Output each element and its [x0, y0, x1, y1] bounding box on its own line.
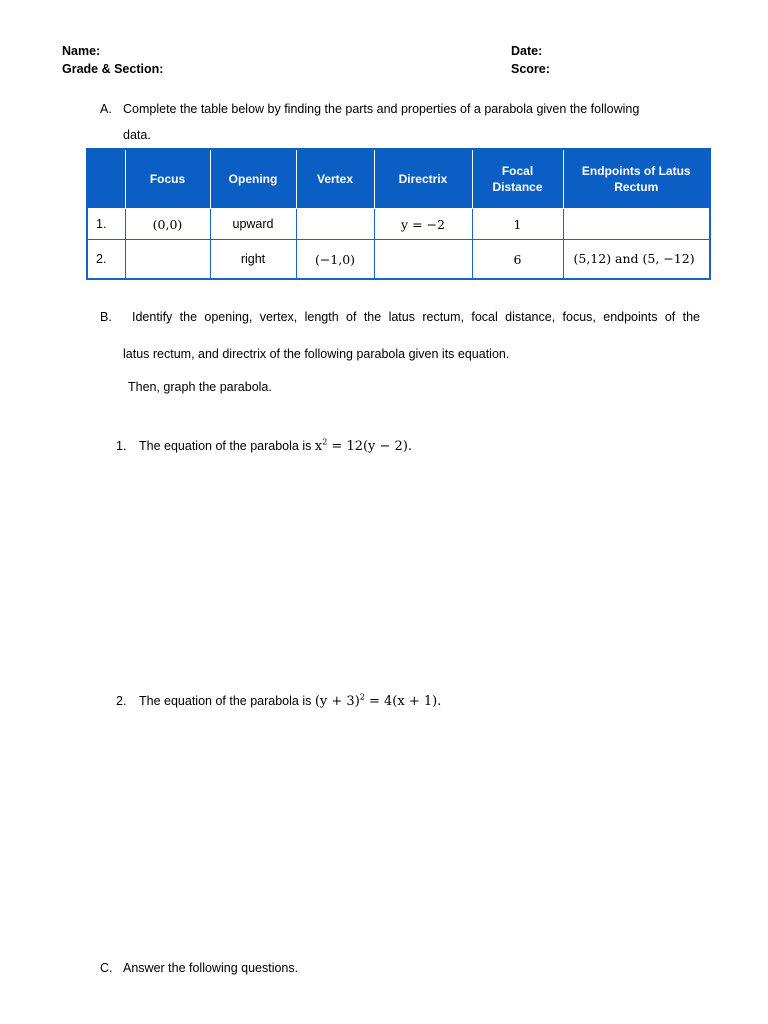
cell-directrix[interactable]: y = −2 [374, 209, 472, 240]
grade-section-label: Grade & Section: [62, 62, 164, 76]
part-a-instruction-line2: data. [123, 128, 151, 142]
cell-focal-distance[interactable]: 6 [472, 240, 563, 280]
part-a-marker: A. [100, 102, 112, 116]
table-row [87, 209, 710, 240]
question-number: 2. [116, 694, 127, 708]
header-latus-rectum-endpoints: Endpoints of Latus Rectum [563, 149, 710, 209]
question-text: The equation of the parabola is [139, 694, 312, 708]
question-2 [139, 694, 441, 709]
part-b-instruction-line1: Identify the opening, vertex, length of the latus rectum, focal distance, focus, endpoints of the [132, 310, 700, 324]
header-opening: Opening [210, 149, 296, 209]
header-focal-distance: Focal Distance [472, 149, 563, 209]
header-vertex: Vertex [296, 149, 374, 209]
part-c-instruction: Answer the following questions. [123, 961, 299, 975]
cell-directrix[interactable] [374, 240, 472, 280]
name-label: Name: [62, 44, 101, 58]
cell-latus-rectum-endpoints[interactable]: (5,12) and (5, −12) [563, 240, 710, 280]
header-number [87, 149, 125, 209]
cell-opening[interactable]: upward [210, 209, 296, 240]
date-label: Date: [511, 44, 543, 58]
question-text: The equation of the parabola is [139, 439, 312, 453]
part-a-instruction-line1: Complete the table below by finding the parts and properties of a parabola given the following [123, 102, 640, 116]
part-b-marker: B. [100, 310, 112, 324]
header-focus: Focus [125, 149, 210, 209]
cell-vertex[interactable]: (−1,0) [296, 240, 374, 280]
table-row [87, 240, 710, 280]
cell-latus-rectum-endpoints[interactable] [563, 209, 710, 240]
cell-opening[interactable]: right [210, 240, 296, 280]
cell-focal-distance[interactable]: 1 [472, 209, 563, 240]
score-label: Score: [511, 62, 550, 76]
table-header-row [87, 149, 710, 209]
row-number: 2. [87, 240, 125, 280]
question-1 [139, 439, 412, 454]
part-b-instruction-line2: latus rectum, and directrix of the following parabola given its equation. [123, 347, 510, 361]
row-number: 1. [87, 209, 125, 240]
question-number: 1. [116, 439, 127, 453]
cell-focus[interactable]: (0,0) [125, 209, 210, 240]
cell-focus[interactable] [125, 240, 210, 280]
equation: $x^2 = 12(y - 2)$. [314, 437, 413, 454]
cell-vertex[interactable] [296, 209, 374, 240]
parabola-properties-table [86, 148, 711, 280]
part-b-instruction-line3: Then, graph the parabola. [128, 380, 272, 394]
equation: $(y + 3)^2 = 4(x + 1)$. [314, 692, 442, 709]
header-directrix: Directrix [374, 149, 472, 209]
part-c-marker: C. [100, 961, 113, 975]
